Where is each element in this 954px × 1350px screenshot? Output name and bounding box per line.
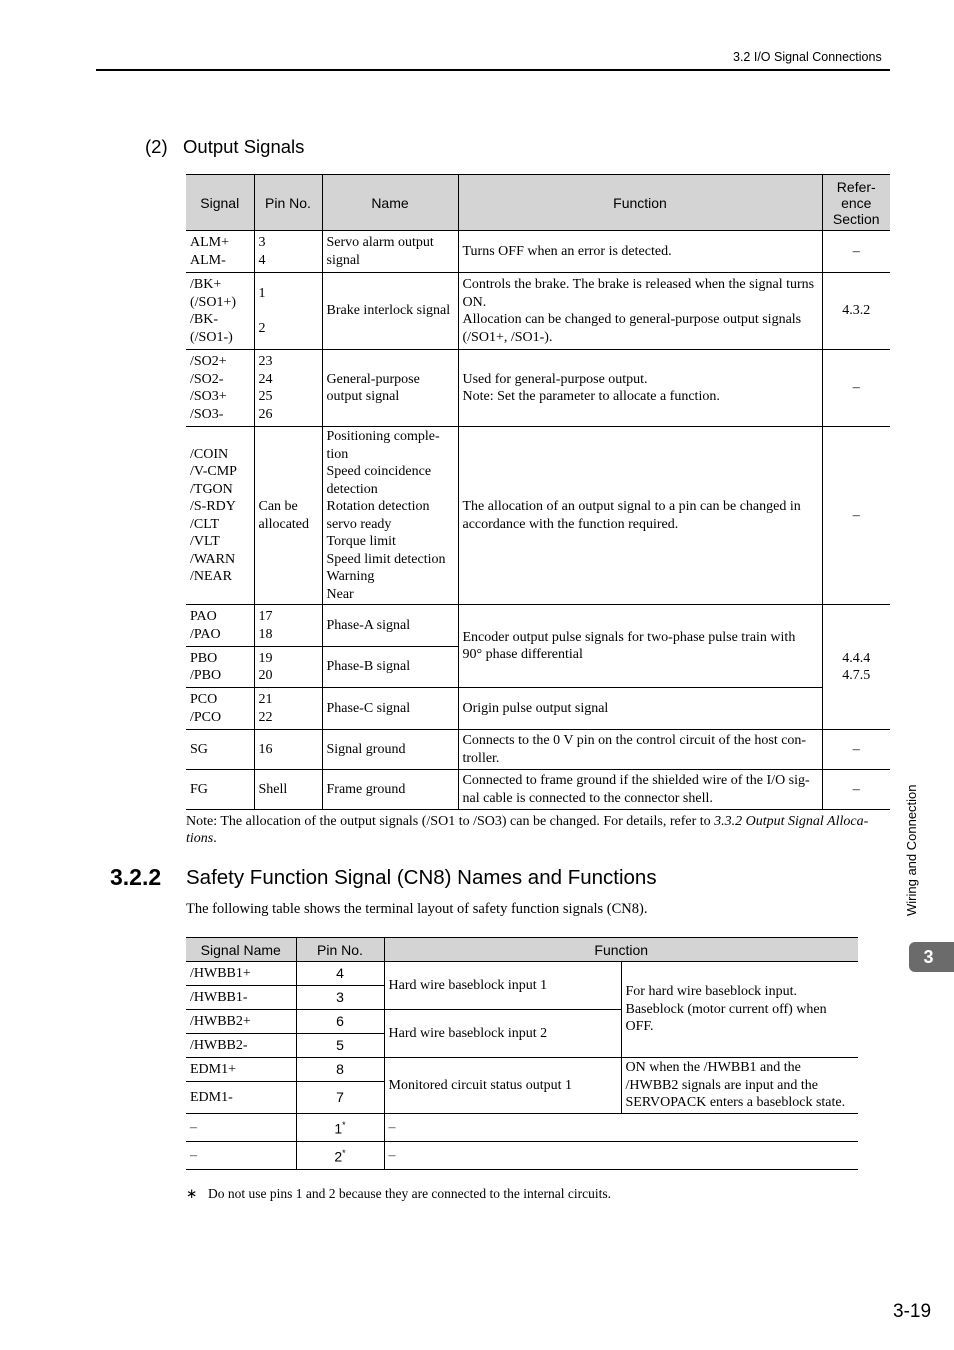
function-cell: Used for general-purpose output. Note: Set the parameter to allocate a function. (458, 350, 822, 427)
table-row (186, 688, 890, 730)
table-row (186, 770, 890, 810)
table-row (186, 605, 890, 647)
name-cell: Phase-C signal (322, 688, 458, 730)
table-row (186, 350, 890, 427)
reference-cell: – (822, 770, 890, 810)
reference-cell: – (822, 730, 890, 770)
footnote-mark: ∗ (186, 1186, 198, 1201)
footnote (186, 1186, 611, 1202)
signal-name-cell: /HWBB1- (186, 986, 296, 1010)
header-rule (96, 69, 890, 71)
reference-cell: – (822, 427, 890, 605)
encoder-reference-cell: 4.4.4 4.7.5 (822, 605, 890, 730)
col-header-signal: Signal (186, 175, 254, 231)
hwbb-description-cell: For hard wire baseblock input. Baseblock (motor current off) when OFF. (621, 962, 858, 1058)
pin-cell: Can be allocated (254, 427, 322, 605)
function-cell: – (384, 1114, 858, 1142)
function-cell: Origin pulse output signal (458, 688, 822, 730)
signal-name-cell: /HWBB2+ (186, 1010, 296, 1034)
chapter-tab: 3 (909, 942, 954, 972)
col-header-function: Function (384, 938, 858, 962)
col-header-name: Name (322, 175, 458, 231)
table-row (186, 427, 890, 605)
signal-cell: SG (186, 730, 254, 770)
name-cell: General-purpose output signal (322, 350, 458, 427)
signal-name-cell: – (186, 1142, 296, 1170)
asterisk-mark: * (342, 1147, 346, 1158)
function-cell: Turns OFF when an error is detected. (458, 231, 822, 273)
signal-name-cell: EDM1+ (186, 1058, 296, 1082)
col-header-pin: Pin No. (296, 938, 384, 962)
signal-cell: /COIN /V-CMP /TGON /S-RDY /CLT /VLT /WARN /NEAR (186, 427, 254, 605)
signal-cell: PBO /PBO (186, 647, 254, 688)
name-cell: Signal ground (322, 730, 458, 770)
function-cell: The allocation of an output signal to a pin can be changed in accordance with the function required. (458, 427, 822, 605)
pin-cell (296, 1114, 384, 1142)
asterisk-mark: * (342, 1119, 346, 1130)
table-row (186, 1058, 858, 1082)
page-number: 3-19 (893, 1301, 932, 1322)
pin-cell: 6 (296, 1010, 384, 1034)
pin-cell: 8 (296, 1058, 384, 1082)
note-reference-link[interactable]: 3.3.2 Output Signal Alloca- tions (186, 814, 869, 846)
signal-cell: ALM+ ALM- (186, 231, 254, 273)
signal-cell: PAO /PAO (186, 605, 254, 647)
edm-description-cell: ON when the /HWBB1 and the /HWBB2 signals are input and the SERVOPACK enters a baseblock state. (621, 1058, 858, 1114)
running-header: 3.2 I/O Signal Connections (733, 50, 882, 64)
hwbb2-function-cell: Hard wire baseblock input 2 (384, 1010, 621, 1058)
section-intro: The following table shows the terminal layout of safety function signals (CN8). (186, 901, 648, 917)
pin-cell: 3 4 (254, 231, 322, 273)
pin-cell: 4 (296, 962, 384, 986)
table-row (186, 231, 890, 273)
pin-cell: 16 (254, 730, 322, 770)
note-suffix: . (213, 831, 217, 846)
name-cell: Brake interlock signal (322, 273, 458, 350)
signal-name-cell: /HWBB1+ (186, 962, 296, 986)
signal-name-cell: /HWBB2- (186, 1034, 296, 1058)
reference-cell: 4.3.2 (822, 273, 890, 350)
pin-cell: 17 18 (254, 605, 322, 647)
function-cell: – (384, 1142, 858, 1170)
reference-cell: – (822, 350, 890, 427)
pin-cell: 3 (296, 986, 384, 1010)
signal-cell: FG (186, 770, 254, 810)
output-signals-heading: (2) Output Signals (145, 136, 305, 157)
chapter-side-label: Wiring and Connection (904, 784, 919, 916)
pin-cell: Shell (254, 770, 322, 810)
table-header-row (186, 938, 858, 962)
pin-cell: 19 20 (254, 647, 322, 688)
encoder-function-cell: Encoder output pulse signals for two-phase pulse train with 90° phase differential (458, 605, 822, 688)
table-row (186, 1142, 858, 1170)
signal-name-cell: – (186, 1114, 296, 1142)
table-row (186, 730, 890, 770)
table-row (186, 1114, 858, 1142)
signal-cell: PCO /PCO (186, 688, 254, 730)
reference-cell: – (822, 231, 890, 273)
footnote-text: Do not use pins 1 and 2 because they are connected to the internal circuits. (208, 1186, 611, 1201)
col-header-function: Function (458, 175, 822, 231)
pin-cell: 21 22 (254, 688, 322, 730)
table-header-row (186, 175, 890, 231)
section-number: 3.2.2 (110, 864, 162, 890)
note-text: Note: The allocation of the output signals (/SO1 to /SO3) can be changed. For details, refer to (186, 814, 715, 829)
safety-signals-table (186, 937, 858, 1170)
pin-number: 1 (334, 1120, 343, 1137)
hwbb1-function-cell: Hard wire baseblock input 1 (384, 962, 621, 1010)
output-signals-table (186, 174, 890, 810)
table-row (186, 273, 890, 350)
name-cell: Positioning comple- tion Speed coincidence detection Rotation detection servo ready Torque limit Speed limit detection Warning Near (322, 427, 458, 605)
col-header-reference: Refer- ence Section (822, 175, 890, 231)
section-title: Safety Function Signal (CN8) Names and Functions (186, 866, 657, 889)
pin-cell: 1 2 (254, 273, 322, 350)
signal-name-cell: EDM1- (186, 1082, 296, 1114)
pin-cell: 23 24 25 26 (254, 350, 322, 427)
function-cell: Connects to the 0 V pin on the control circuit of the host con- troller. (458, 730, 822, 770)
table-row (186, 962, 858, 986)
name-cell: Phase-A signal (322, 605, 458, 647)
name-cell: Frame ground (322, 770, 458, 810)
edm-function-cell: Monitored circuit status output 1 (384, 1058, 621, 1114)
col-header-signal-name: Signal Name (186, 938, 296, 962)
name-cell: Phase-B signal (322, 647, 458, 688)
function-cell: Connected to frame ground if the shielded wire of the I/O sig- nal cable is connected to the connector shell. (458, 770, 822, 810)
output-table-note (186, 813, 890, 847)
col-header-pin: Pin No. (254, 175, 322, 231)
pin-cell (296, 1142, 384, 1170)
pin-cell: 5 (296, 1034, 384, 1058)
function-cell: Controls the brake. The brake is released when the signal turns ON. Allocation can be changed to general-purpose output signals (/SO1+, /SO1-). (458, 273, 822, 350)
signal-cell: /SO2+ /SO2- /SO3+ /SO3- (186, 350, 254, 427)
pin-cell: 7 (296, 1082, 384, 1114)
signal-cell: /BK+ (/SO1+) /BK- (/SO1-) (186, 273, 254, 350)
pin-number: 2 (334, 1148, 343, 1165)
name-cell: Servo alarm output signal (322, 231, 458, 273)
